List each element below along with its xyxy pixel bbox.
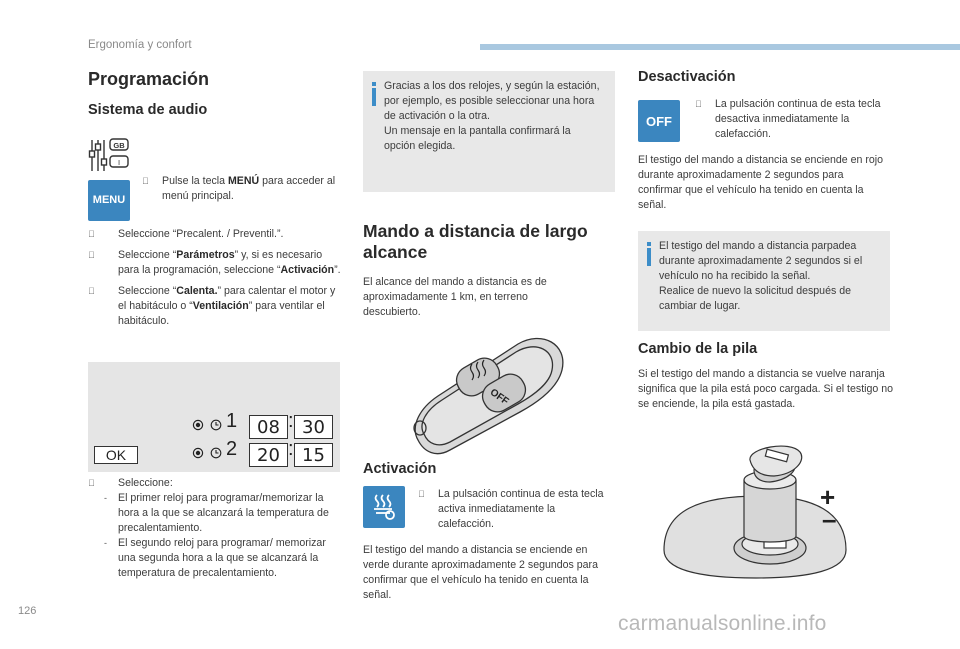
deactivation-text: El testigo del mando a distancia se enciende en rojo durante aproximadamente 2 segundos para confirmar que el vehículo ha tenido en cuenta la señal. — [638, 154, 883, 211]
info-note-blink — [638, 231, 890, 331]
radio-icon — [192, 447, 204, 459]
svg-text:I: I — [117, 158, 121, 167]
step-calenta: Seleccione “Calenta.” para calentar el motor y el habitáculo o “Ventilación” para ventilar el habitáculo. — [118, 285, 336, 327]
step-menu: Pulse la tecla MENÚ para acceder al menú principal. — [142, 174, 342, 210]
heating-key-icon — [363, 486, 405, 528]
plus-sign: + — [820, 482, 836, 512]
section-title-deactivation: Desactivación — [638, 69, 736, 85]
info-note-text: Gracias a los dos relojes, y según la estación, por ejemplo, es posible seleccionar una hora de activación o la otra. Un mensaje en la pantalla confirmará la opción elegida. — [384, 80, 600, 152]
section-title-audio: Sistema de audio — [88, 102, 208, 118]
chapter-title: Ergonomía y confort — [88, 39, 192, 51]
activation-step: La pulsación continua de esta tecla activa inmediatamente la calefacción. — [438, 488, 604, 530]
sub-item-clock-2: - El segundo reloj para programar/ memorizar una segunda hora a la que se alcanzará la temperatura de precalentamiento. — [104, 537, 326, 579]
info-note-blink-text: El testigo del mando a distancia parpadea durante aproximadamente 2 segundos si el vehículo no ha recibido la señal. Realice de nuevo la solicitud después de cambiar de lugar. — [659, 240, 863, 312]
section-title-battery: Cambio de la pila — [638, 341, 758, 357]
battery-text: Si el testigo del mando a distancia se vuelve naranja significa que la pila está poco cargada. Si el testigo no se enciende, la pila está gastada. — [638, 368, 894, 410]
clock-2-number: 2 — [226, 438, 238, 460]
page-title: Programación — [88, 69, 210, 89]
minus-sign: – — [822, 504, 837, 534]
info-note-clocks — [363, 71, 615, 192]
clock-1-separator: : — [288, 410, 294, 432]
page-number: 126 — [18, 605, 37, 617]
clock-1-minutes[interactable]: 30 — [294, 415, 333, 439]
clock-icon — [210, 419, 222, 431]
steps-list — [88, 227, 342, 335]
radio-icon — [192, 419, 204, 431]
clock-2-separator: : — [288, 438, 294, 460]
clock-2-hours[interactable]: 20 — [249, 443, 288, 467]
battery-replacement-illustration — [660, 440, 860, 580]
audio-settings-icon — [88, 137, 132, 173]
remote-off-label: OFF — [487, 386, 511, 408]
step-parametros: Seleccione “Parámetros” y, si es necesario para la programación, seleccione “Activación”. — [118, 249, 341, 276]
clock-1-number: 1 — [226, 410, 238, 432]
programming-screen — [88, 362, 340, 472]
svg-text:GB: GB — [113, 141, 125, 150]
remote-range-text: El alcance del mando a distancia es de aproximadamente 1 km, en terreno descubierto. — [363, 276, 547, 318]
watermark: carmanualsonline.info — [618, 612, 827, 635]
clock-1-hours[interactable]: 08 — [249, 415, 288, 439]
ok-button[interactable]: OK — [94, 446, 138, 464]
off-key-icon: OFF — [638, 100, 680, 142]
clock-icon — [210, 447, 222, 459]
deactivation-step: La pulsación continua de esta tecla desactiva inmediatamente la calefacción. — [715, 98, 881, 140]
clock-2-minutes[interactable]: 15 — [294, 443, 333, 467]
menu-key-icon: MENU — [88, 180, 130, 221]
remote-control-illustration — [410, 330, 570, 458]
activation-text: El testigo del mando a distancia se enciende en verde durante aproximadamente 2 segundos para confirmar que el vehículo ha tenido en cuenta la señal. — [363, 544, 598, 601]
section-title-activation: Activación — [363, 461, 437, 477]
sub-item-clock-1: - El primer reloj para programar/memorizar la hora a la que se alcanzará la temperatura de precalentamiento. — [104, 492, 329, 534]
step-select-clocks: Seleccione: - El primer reloj para programar/memorizar la hora a la que se alcanzará la temperatura de precalentamiento. - El segundo reloj para programar/ memorizar una segunda hora a la que se alcanzará la temperatura de precalentamiento. — [88, 476, 342, 581]
bullet-mark — [142, 174, 149, 189]
header-bar — [480, 44, 960, 50]
step-precalent: Seleccione “Precalent. / Preventil.”. — [118, 228, 284, 240]
section-title-remote: Mando a distancia de largo alcance — [363, 221, 588, 262]
